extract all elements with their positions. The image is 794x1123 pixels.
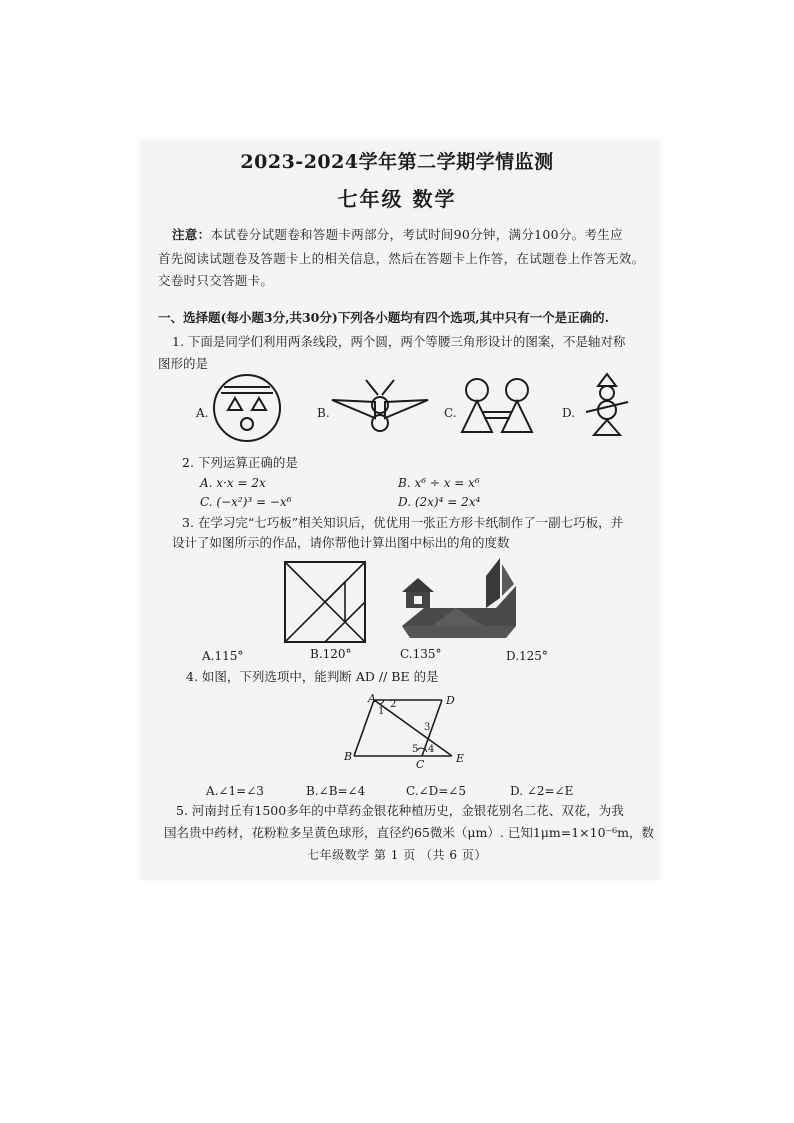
tangram-boat-figure [396, 556, 526, 646]
notice-label: 注意： [172, 227, 211, 242]
q1-figure-c [458, 376, 538, 436]
notice-line-1 [172, 225, 623, 243]
q1-option-c-label: C. [444, 406, 457, 420]
q1-option-d-label: D. [562, 406, 576, 420]
notice-text-1: 本试卷分试题卷和答题卡两部分，考试时间90分钟，满分100分。考生应 [210, 227, 623, 242]
question-1-line-2: 图形的是 [158, 356, 209, 371]
question-2-stem: 2. 下列运算正确的是 [182, 455, 298, 470]
q2-option-d: D. (2x)⁴ = 2x⁴ [398, 495, 481, 509]
q1-figure-a [212, 373, 282, 443]
q4-label-b: B [344, 750, 353, 763]
q1-option-b-label: B. [317, 406, 330, 420]
q4-label-d: D [446, 694, 455, 707]
exam-subtitle: 七年级 数学 [337, 187, 457, 211]
q4-label-c: C [416, 758, 425, 771]
section-heading: 一、选择题(每小题3分,共30分)下列各小题均有四个选项,其中只有一个是正确的. [158, 310, 609, 325]
q4-angle-1: 1 [378, 706, 385, 717]
q4-option-b: B.∠B=∠4 [306, 784, 366, 798]
question-5-line-1: 5. 河南封丘有1500多年的中草药金银花种植历史，金银花别名二花、双花，为我 [176, 803, 624, 818]
question-1-line-1: 1. 下面是同学们利用两条线段，两个圆，两个等腰三角形设计的图案，不是轴对称 [172, 334, 626, 349]
q4-option-c: C.∠D=∠5 [406, 784, 466, 798]
q2-option-b: B. x⁶ ÷ x = x⁶ [398, 476, 480, 490]
exam-title: 2023-2024学年第二学期学情监测 [240, 151, 554, 173]
q2-option-c: C. (−x²)³ = −x⁶ [200, 495, 292, 509]
page-footer: 七年级数学 第 1 页 （共 6 页） [307, 848, 487, 862]
q4-option-d: D. ∠2=∠E [510, 784, 574, 798]
q4-label-a: A [368, 692, 376, 705]
q3-option-d: D.125° [506, 649, 548, 663]
q3-option-a: A.115° [202, 649, 244, 663]
q1-figure-d [582, 372, 632, 438]
q4-angle-4: 4 [428, 744, 435, 755]
q3-option-b: B.120° [310, 647, 352, 661]
notice-line-3: 交卷时只交答题卡。 [158, 273, 274, 288]
question-5-line-2: 国名贵中药材，花粉粒多呈黄色球形，直径约65微米（μm）. 已知1μm=1×10⁻⁶m，数 [164, 825, 655, 840]
q1-figure-b [330, 378, 430, 436]
tangram-square-figure [283, 560, 367, 644]
question-4-stem: 4. 如图，下列选项中，能判断 AD // BE 的是 [186, 669, 439, 684]
q3-option-c: C.135° [400, 647, 442, 661]
q4-angle-2: 2 [390, 699, 397, 710]
question-3-line-2: 设计了如图所示的作品，请你帮他计算出图中标出的角的度数 [172, 535, 510, 550]
q4-angle-5: 5 [412, 744, 419, 755]
notice-line-2: 首先阅读试题卷及答题卡上的相关信息，然后在答题卡上作答，在试题卷上作答无效。 [158, 251, 645, 266]
q4-label-e: E [456, 752, 465, 765]
question-3-line-1: 3. 在学习完“七巧板”相关知识后，优优用一张正方形卡纸制作了一副七巧板，并 [182, 515, 624, 530]
q4-option-a: A.∠1=∠3 [206, 784, 264, 798]
q2-option-a: A. x·x = 2x [200, 476, 266, 490]
q4-angle-3: 3 [424, 722, 431, 733]
q1-option-a-label: A. [196, 406, 209, 420]
